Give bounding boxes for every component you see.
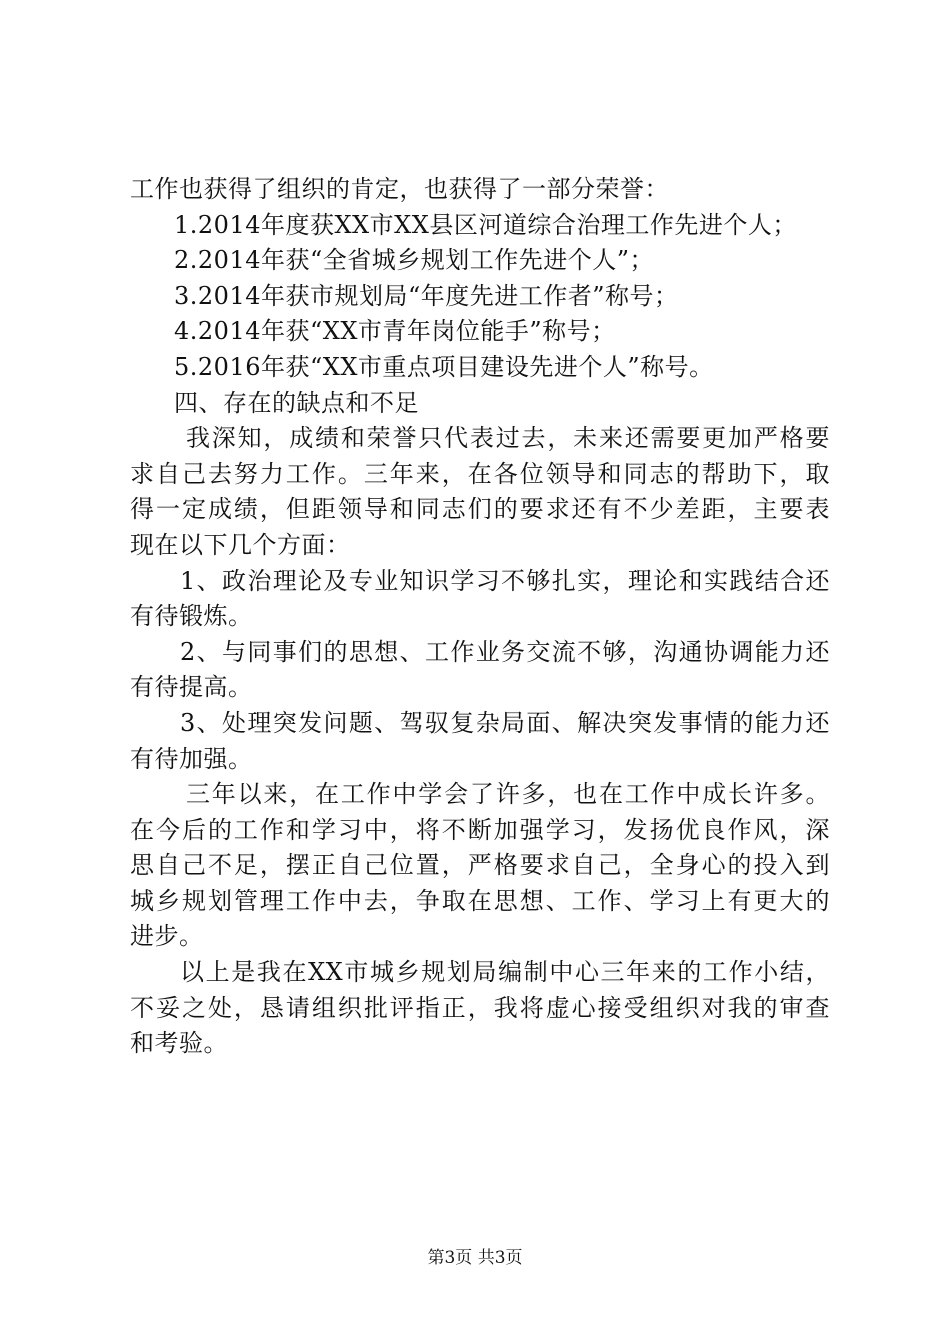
page-footer [0, 1243, 950, 1268]
text-line: 我深知，成绩和荣誉只代表过去，未来还需要更加严格要 [186, 424, 830, 453]
honor-item: 1.2014年度获XX市XX县区河道综合治理工作先进个人； [174, 210, 797, 239]
text-line: 和考验。 [130, 1029, 228, 1058]
page-number: 第3页 共3页 [427, 1248, 523, 1268]
document-body [130, 172, 830, 1062]
text-line: 以上是我在XX市城乡规划局编制中心三年来的工作小结， [180, 958, 830, 987]
honor-item: 2.2014年获“全省城乡规划工作先进个人”； [174, 246, 655, 275]
text-line: 得一定成绩，但距领导和同志们的要求还有不少差距，主要表 [130, 495, 830, 524]
text-line: 进步。 [130, 922, 204, 951]
text-line: 现在以下几个方面： [130, 530, 351, 559]
section-heading: 四、存在的缺点和不足 [174, 388, 419, 417]
text-line: 有待锻炼。 [130, 602, 253, 631]
text-line: 有待加强。 [130, 744, 253, 773]
text-line: 求自己去努力工作。三年来，在各位领导和同志的帮助下，取 [130, 459, 830, 488]
text-line: 工作也获得了组织的肯定，也获得了一部分荣誉： [130, 175, 669, 203]
shortcoming-item: 3、处理突发问题、驾驭复杂局面、解决突发事情的能力还 [180, 708, 830, 737]
text-line: 在今后的工作和学习中，将不断加强学习，发扬优良作风，深 [130, 815, 830, 844]
honor-item: 4.2014年获“XX市青年岗位能手”称号； [174, 317, 616, 346]
honor-item: 5.2016年获“XX市重点项目建设先进个人”称号。 [174, 352, 714, 381]
text-line: 有待提高。 [130, 673, 253, 702]
text-line: 三年以来，在工作中学会了许多，也在工作中成长许多。 [186, 780, 830, 809]
shortcoming-item: 1、政治理论及专业知识学习不够扎实，理论和实践结合还 [180, 566, 830, 595]
text-line: 思自己不足，摆正自己位置，严格要求自己，全身心的投入到 [130, 851, 830, 880]
text-line: 城乡规划管理工作中去，争取在思想、工作、学习上有更大的 [130, 886, 830, 915]
shortcoming-item: 2、与同事们的思想、工作业务交流不够，沟通协调能力还 [180, 637, 830, 666]
text-line: 不妥之处，恳请组织批评指正，我将虚心接受组织对我的审查 [130, 993, 830, 1022]
honor-item: 3.2014年获市规划局“年度先进工作者”称号； [174, 281, 679, 310]
